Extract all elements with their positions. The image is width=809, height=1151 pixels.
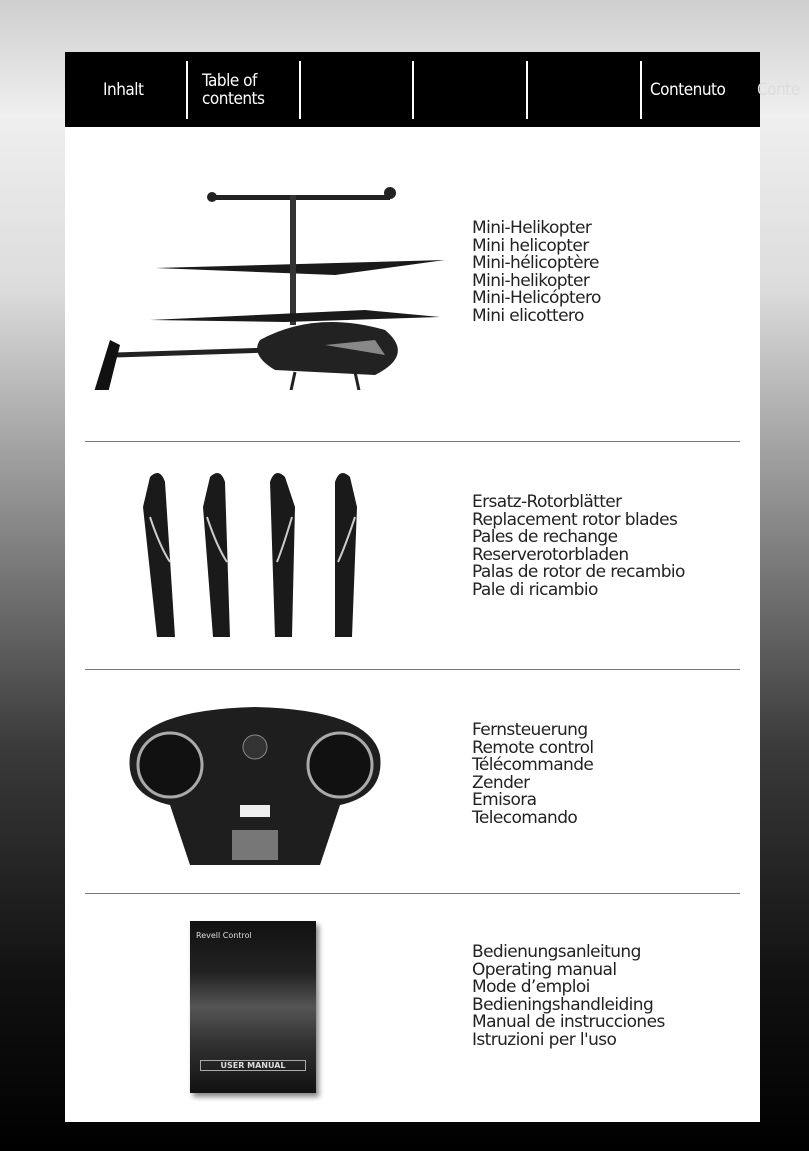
label-nl: Mini-helikopter — [472, 270, 590, 291]
label-es: Emisora — [472, 790, 537, 810]
label-fr: Mode d’emploi — [472, 977, 590, 997]
tab-contenuto[interactable] — [650, 52, 725, 127]
contents-panel — [65, 52, 800, 1122]
tab-label: Table of contents — [202, 70, 265, 109]
label-en: Replacement rotor blades — [472, 509, 678, 530]
label-it: Istruzioni per l'uso — [472, 1029, 617, 1050]
label-en: Remote control — [472, 737, 594, 758]
item-row-rotor-blades — [65, 442, 760, 668]
divider — [299, 61, 301, 119]
label-es: Mini-Helicóptero — [472, 288, 601, 308]
label-es: Manual de instrucciones — [472, 1012, 665, 1032]
remote-control-image — [120, 695, 390, 870]
label-de: Bedienungsanleitung — [472, 942, 641, 962]
label-de: Mini-Helikopter — [472, 218, 592, 238]
label-it: Pale di ricambio — [472, 579, 598, 600]
tab-label: Inhalt — [103, 79, 144, 100]
divider — [412, 61, 414, 119]
manual-cover-brand: Revell Control — [196, 931, 252, 940]
label-nl: Reserverotorbladen — [472, 544, 629, 565]
divider — [186, 61, 188, 119]
manual-cover-title: USER MANUAL — [200, 1060, 306, 1071]
tab-table-of-contents[interactable] — [202, 52, 292, 127]
label-it: Telecomando — [472, 807, 578, 828]
divider — [640, 61, 642, 119]
label-it: Mini elicottero — [472, 305, 584, 326]
label-nl: Bedieningshandleiding — [472, 994, 654, 1015]
divider — [526, 61, 528, 119]
label-fr: Mini-hélicoptère — [472, 253, 599, 273]
label-fr: Télécommande — [472, 755, 594, 775]
contents-header — [65, 52, 800, 127]
rotor-blades-image — [135, 467, 375, 642]
mini-helicopter-image — [85, 180, 455, 390]
label-es: Palas de rotor de recambio — [472, 562, 685, 582]
tab-overflow[interactable] — [757, 52, 809, 127]
tab-inhalt[interactable] — [103, 52, 144, 127]
item-labels — [472, 220, 601, 325]
item-row-remote-control — [65, 670, 760, 894]
item-labels — [472, 494, 685, 599]
label-en: Operating manual — [472, 959, 617, 980]
item-labels — [472, 944, 665, 1049]
label-fr: Pales de rechange — [472, 527, 618, 547]
label-nl: Zender — [472, 772, 530, 793]
tab-label: Contenuto — [650, 79, 726, 100]
label-en: Mini helicopter — [472, 235, 589, 256]
operating-manual-image — [190, 921, 316, 1093]
tab-label: Conte — [757, 79, 800, 100]
item-row-operating-manual — [65, 894, 760, 1122]
label-de: Ersatz-Rotorblätter — [472, 492, 622, 512]
item-labels — [472, 722, 594, 827]
label-de: Fernsteuerung — [472, 720, 588, 740]
item-row-helicopter — [65, 140, 760, 440]
